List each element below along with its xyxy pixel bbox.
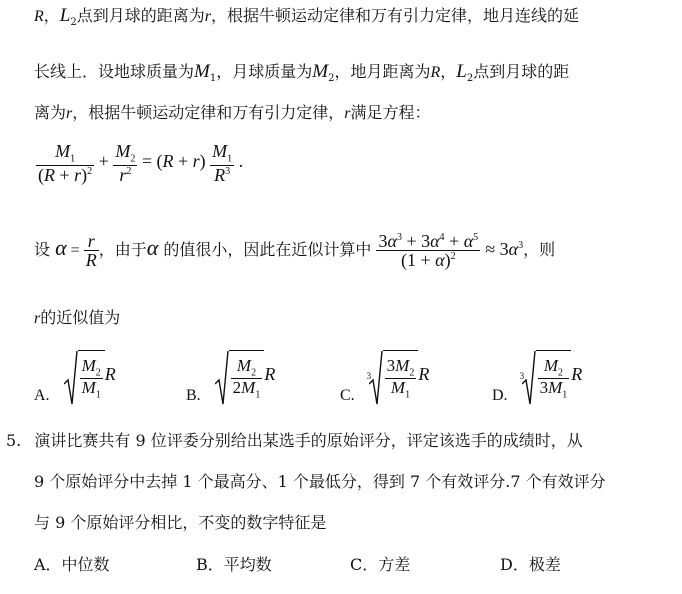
paragraph-line-3: 离为r，根据牛顿运动定律和万有引力定律，r满足方程： xyxy=(34,103,431,122)
option-b[interactable]: B. $\frac{M_2}{2M_1}$ R xyxy=(186,350,275,406)
option-d[interactable]: D. 3 $\frac{M_2}{3M_1}$ R xyxy=(492,350,582,406)
option-c[interactable]: C. 3 $\frac{3M_2}{M_1}$ R xyxy=(340,350,429,406)
q5-option-c[interactable]: C．方差 xyxy=(350,555,411,574)
q5-option-a[interactable]: A．中位数 xyxy=(34,555,110,574)
paragraph-line-1: R，$L_2$点到月球的距离为r，根据牛顿运动定律和万有引力定律，地月连线的延 xyxy=(34,5,580,29)
question-number: 5. xyxy=(6,431,22,450)
q5-option-b[interactable]: B．平均数 xyxy=(196,555,272,574)
question-5-line-1: 5. 演讲比赛共有 9 位评委分别给出某选手的原始评分，评定该选手的成绩时，从 xyxy=(6,431,583,450)
paragraph-line-2: 长线上．设地球质量为$M_1$，月球质量为$M_2$，地月距离为R，$L_2$点到月球的距 xyxy=(34,61,570,85)
question-5-line-2: 9 个原始评分中去掉 1 个最高分、1 个最低分，得到 7 个有效评分.7 个有效评分 xyxy=(34,472,606,491)
paragraph-line-4: 设 α = $\frac{r}{R}$ ，由于α 的值很小，因此在近似计算中 $\frac{3\alpha^3 + 3\alpha^4 + \alpha^5}{(1 + \alpha)^2}$ ≈ $3\alpha^3$，则 xyxy=(34,231,556,270)
question-5-line-3: 与 9 个原始评分相比，不变的数字特征是 xyxy=(34,513,327,532)
equation: $\frac{M_1}{(R + r)^2}$ + $\frac{M_2}{r^2}$ = (R + r) $\frac{M_1}{R^3}$ . xyxy=(38,141,244,185)
paragraph-line-5: r的近似值为 xyxy=(34,308,121,327)
option-a[interactable]: A. $\frac{M_2}{M_1}$ R xyxy=(34,350,116,406)
q5-option-d[interactable]: D．极差 xyxy=(500,555,561,574)
